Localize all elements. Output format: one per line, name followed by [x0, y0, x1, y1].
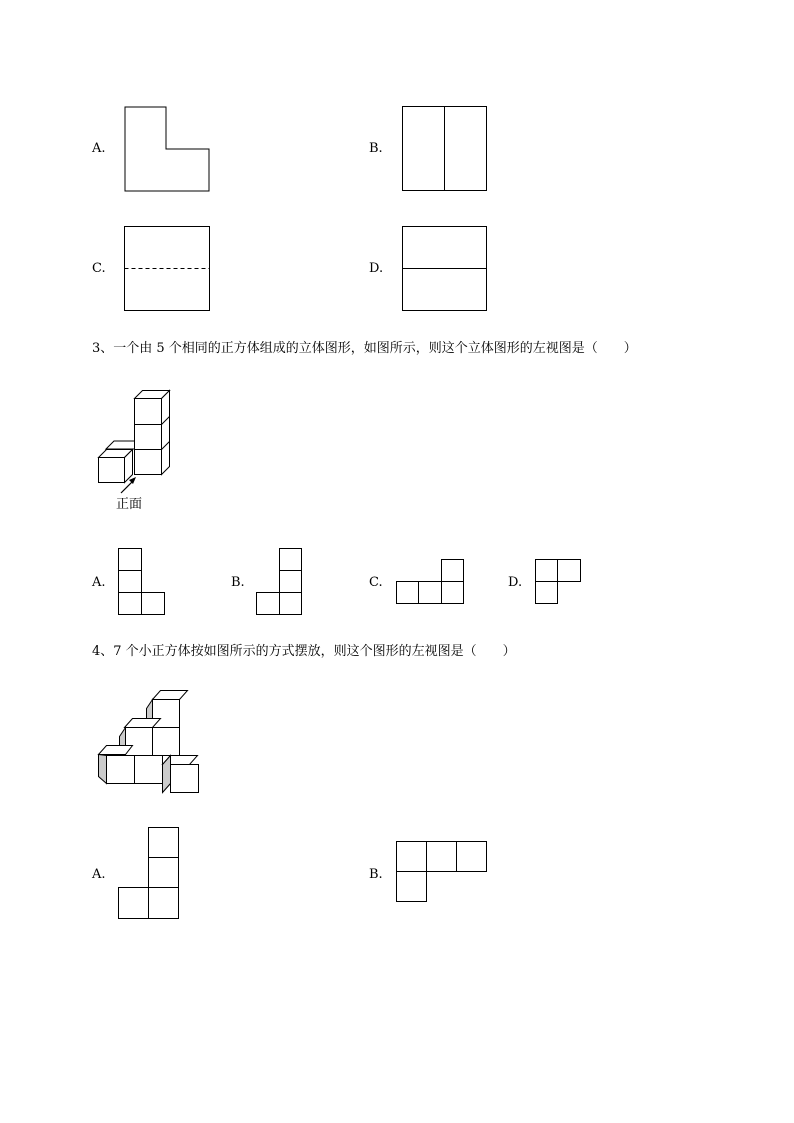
q4-option-b-label: B. — [369, 867, 383, 882]
q2-option-a-label: A. — [92, 141, 106, 156]
q3-option-b-label: B. — [231, 575, 245, 590]
q4-option-a-figure — [118, 827, 181, 921]
q2-option-c-figure — [124, 226, 212, 312]
front-label: 正面 — [116, 497, 143, 512]
q3-option-c-figure — [396, 559, 466, 606]
q3-option-d-figure — [535, 559, 583, 606]
q2-option-c-label: C. — [92, 261, 106, 276]
q4-question-text: 4、7 个小正方体按如图所示的方式摆放，则这个图形的左视图是（ ） — [92, 644, 516, 659]
q3-question-text: 3、一个由 5 个相同的正方体组成的立体图形，如图所示，则这个立体图形的左视图是（ ） — [92, 341, 637, 356]
q3-option-a-figure — [118, 548, 166, 617]
q3-solid-figure — [96, 388, 176, 488]
q2-option-b-figure — [402, 106, 488, 192]
q2-option-d-label: D. — [369, 261, 384, 276]
q2-option-d-figure — [402, 226, 488, 312]
q3-option-d-label: D. — [508, 575, 523, 590]
q4-solid-figure — [96, 688, 204, 796]
q2-option-a-figure — [124, 106, 212, 192]
q2-option-b-label: B. — [369, 141, 383, 156]
q3-option-c-label: C. — [369, 575, 383, 590]
q4-option-b-figure — [396, 841, 489, 904]
q3-option-a-label: A. — [92, 575, 106, 590]
q4-option-a-label: A. — [92, 867, 106, 882]
q3-option-b-figure — [256, 548, 304, 617]
